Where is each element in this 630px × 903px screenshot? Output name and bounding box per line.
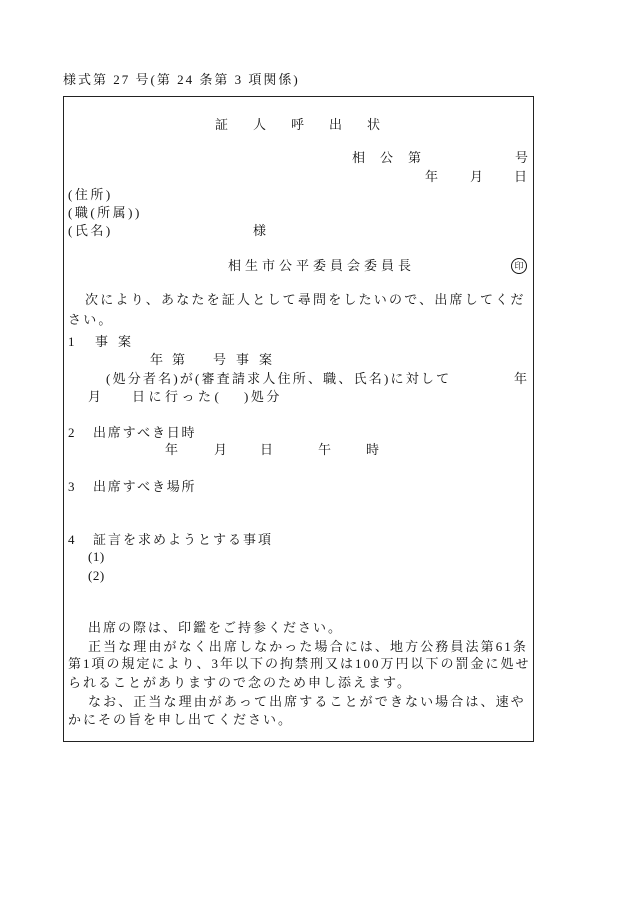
case-section-heading: 事案: [95, 334, 142, 349]
datetime-month: 月: [214, 442, 230, 457]
request-line-1: 次により、あなたを証人として尋問をしたいので、出席してくだ: [85, 292, 526, 307]
testimony-item-2: (2): [88, 568, 105, 583]
datetime-hour: 時: [366, 442, 382, 457]
case-number-number-part: 号事案: [213, 352, 283, 367]
case-description-year: 年: [514, 371, 530, 386]
notice-line-6: かにその旨を申し出てください。: [68, 712, 294, 727]
datetime-year: 年: [165, 442, 181, 457]
addressee-name-label: (氏名): [68, 223, 113, 238]
notice-line-1: 出席の際は、印鑑をご持参ください。: [88, 620, 344, 635]
issuer-title: 相生市公平委員会委員長: [228, 258, 416, 273]
addressee-position-label: (職(所属)): [68, 205, 142, 220]
addressee-address-label: (住所): [68, 187, 113, 202]
document-title: 証人呼出状: [215, 117, 406, 132]
notice-line-4: られることがありますので念のため申し添えます。: [68, 675, 412, 690]
issue-date-year: 年: [425, 169, 441, 184]
case-section-number: 1: [68, 334, 77, 349]
notice-line-5: なお、正当な理由があって出席することができない場合は、速や: [88, 694, 526, 709]
testimony-item-1: (1): [88, 549, 105, 564]
testimony-section-heading: 証言を求めようとする事項: [93, 532, 274, 547]
datetime-ampm: 午: [318, 442, 334, 457]
case-description-disposition: )処分: [244, 389, 282, 404]
datetime-section-heading: 出席すべき日時: [93, 425, 197, 440]
issue-date-month: 月: [470, 169, 486, 184]
document-number-prefix: 相公第: [352, 150, 437, 165]
notice-line-2: 正当な理由がなく出席しなかった場合には、地方公務員法第61条: [88, 639, 529, 654]
addressee-honorific: 様: [253, 223, 269, 238]
issue-date-day: 日: [514, 169, 530, 184]
notice-line-3: 第1項の規定により、3年以下の拘禁刑又は100万円以下の罰金に処せ: [68, 656, 531, 671]
datetime-section-number: 2: [68, 425, 77, 440]
place-section-number: 3: [68, 479, 77, 494]
case-number-year-part: 年第: [150, 352, 195, 367]
case-description-day-text: 日に行った(: [132, 389, 223, 404]
datetime-day: 日: [260, 442, 276, 457]
case-description-line-1: (処分者名)が(審査請求人住所、職、氏名)に対して: [106, 371, 452, 386]
place-section-heading: 出席すべき場所: [93, 479, 197, 494]
document-number-suffix: 号: [515, 150, 531, 165]
request-line-2: さい。: [68, 312, 114, 327]
testimony-section-number: 4: [68, 532, 77, 547]
seal-mark: 印: [511, 258, 527, 274]
form-number-label: 様式第 27 号(第 24 条第 3 項関係): [63, 72, 300, 87]
form-box: [63, 96, 534, 742]
case-description-month: 月: [88, 389, 104, 404]
